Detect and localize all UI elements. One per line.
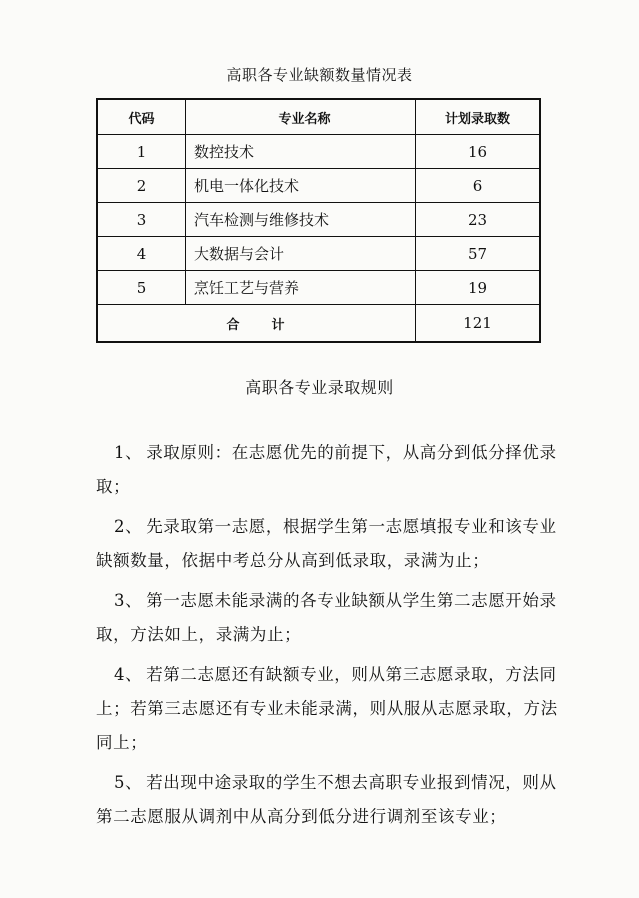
rule-item bbox=[96, 510, 566, 578]
cell-count: 57 bbox=[416, 237, 541, 271]
header-count: 计划录取数 bbox=[416, 99, 541, 135]
table-header-row bbox=[97, 99, 540, 135]
cell-count: 6 bbox=[416, 169, 541, 203]
rule-item bbox=[96, 658, 566, 760]
rules-title: 高职各专业录取规则 bbox=[245, 378, 394, 397]
cell-code: 1 bbox=[97, 135, 186, 169]
rule-item bbox=[96, 584, 566, 652]
rule-text: 录取原则：在志愿优先的前提下，从高分到低分择优录取； bbox=[96, 443, 557, 496]
table-row bbox=[97, 271, 540, 305]
cell-name: 数控技术 bbox=[186, 135, 416, 169]
header-name: 专业名称 bbox=[186, 99, 416, 135]
table-row bbox=[97, 237, 540, 271]
cell-code: 5 bbox=[97, 271, 186, 305]
table-total-row bbox=[97, 305, 540, 343]
cell-count: 19 bbox=[416, 271, 541, 305]
rule-item bbox=[96, 436, 566, 504]
rule-text: 若第二志愿还有缺额专业，则从第三志愿录取，方法同上；若第三志愿还有专业未能录满，则从服从志愿录取，方法同上； bbox=[96, 665, 558, 752]
table-title: 高职各专业缺额数量情况表 bbox=[226, 66, 413, 84]
cell-name: 烹饪工艺与营养 bbox=[186, 271, 416, 305]
cell-count: 16 bbox=[416, 135, 541, 169]
cell-code: 3 bbox=[97, 203, 186, 237]
cell-count: 23 bbox=[416, 203, 541, 237]
header-code: 代码 bbox=[97, 99, 186, 135]
rule-number: 3、 bbox=[114, 591, 143, 610]
total-value: 121 bbox=[416, 305, 541, 343]
rule-number: 4、 bbox=[114, 665, 143, 684]
rule-number: 1、 bbox=[114, 443, 143, 462]
cell-code: 2 bbox=[97, 169, 186, 203]
table-row bbox=[97, 203, 540, 237]
quota-table bbox=[96, 98, 541, 343]
rule-text: 第一志愿未能录满的各专业缺额从学生第二志愿开始录取，方法如上，录满为止； bbox=[96, 591, 557, 644]
rule-number: 5、 bbox=[114, 773, 143, 792]
cell-name: 机电一体化技术 bbox=[186, 169, 416, 203]
rule-text: 若出现中途录取的学生不想去高职专业报到情况，则从第二志愿服从调剂中从高分到低分进行调剂至该专业； bbox=[96, 773, 557, 826]
table-row bbox=[97, 169, 540, 203]
cell-name: 大数据与会计 bbox=[186, 237, 416, 271]
cell-name: 汽车检测与维修技术 bbox=[186, 203, 416, 237]
rule-item bbox=[96, 766, 566, 834]
rule-text: 先录取第一志愿，根据学生第一志愿填报专业和该专业缺额数量，依据中考总分从高到低录取，录满为止； bbox=[96, 517, 557, 570]
rule-number: 2、 bbox=[114, 517, 143, 536]
total-label: 合 计 bbox=[97, 305, 416, 343]
cell-code: 4 bbox=[97, 237, 186, 271]
rules-list bbox=[96, 436, 566, 840]
table-row bbox=[97, 135, 540, 169]
